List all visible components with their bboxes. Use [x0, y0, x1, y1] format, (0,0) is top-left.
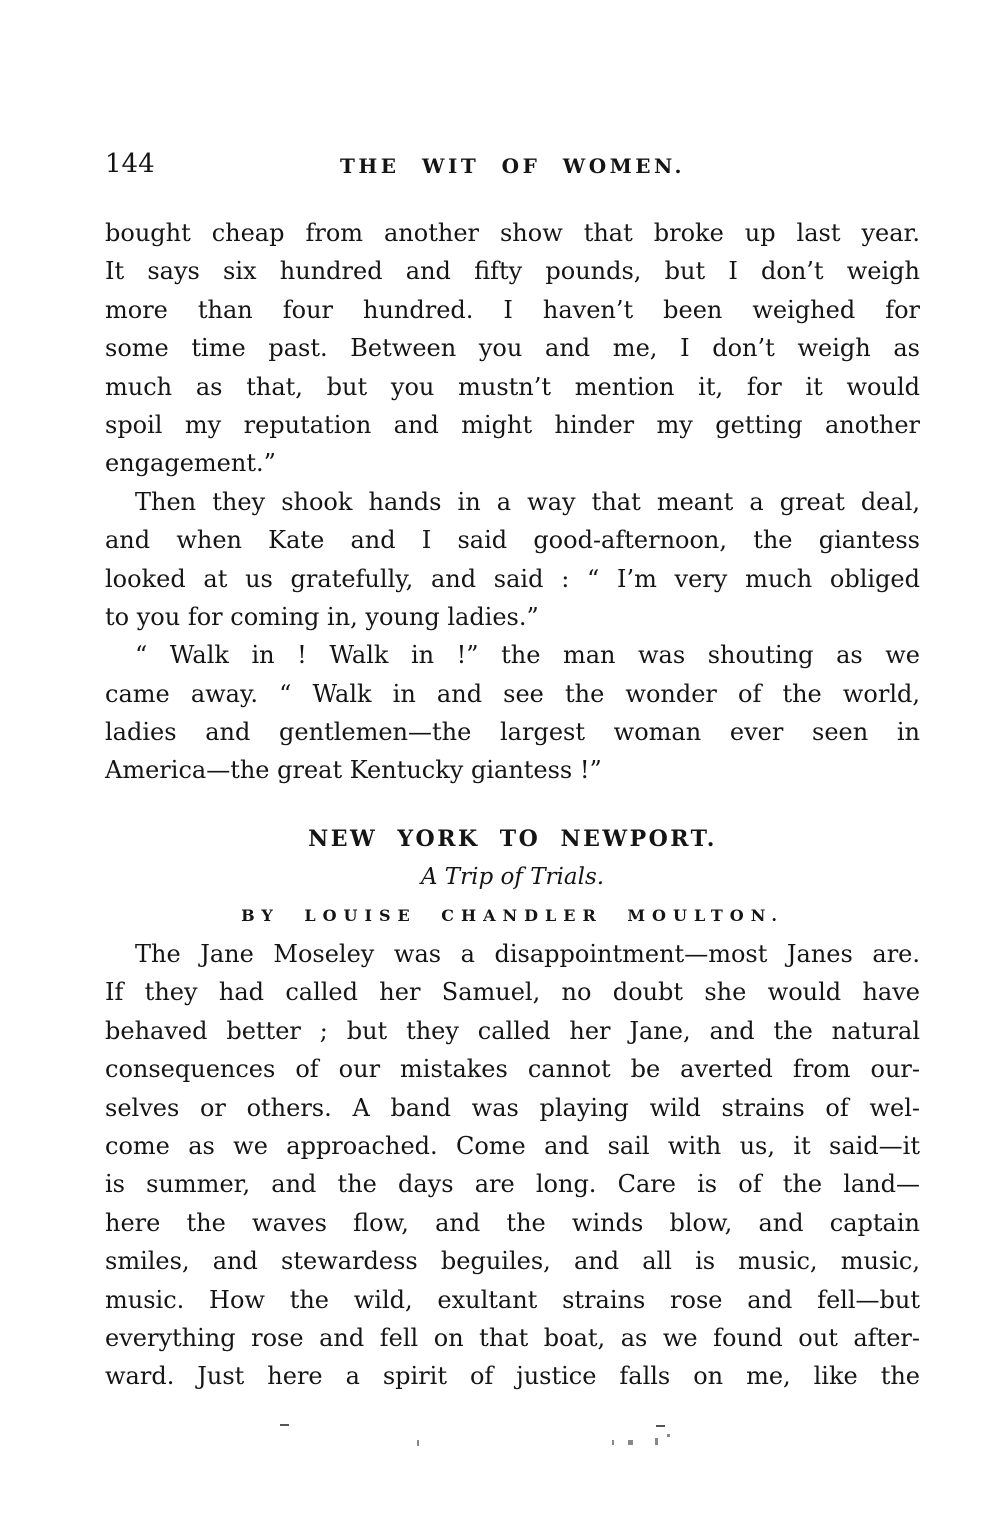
section-subtitle: A Trip of Trials. — [420, 864, 605, 891]
text-line: engagement.” — [105, 449, 276, 478]
text-line: everything rose and fell on that boat, as we found out after- — [105, 1323, 920, 1352]
section-title: NEW YORK TO NEWPORT. — [308, 825, 717, 852]
text-line: It says six hundred and fifty pounds, but I don’t weigh — [105, 257, 920, 286]
text-line: is summer, and the days are long. Care is of the land— — [105, 1170, 920, 1199]
page-number: 144 — [105, 149, 155, 179]
scan-speck — [667, 1434, 670, 1437]
text-line: smiles, and stewardess beguiles, and all is music, music, — [105, 1247, 920, 1276]
text-line: bought cheap from another show that broke up last year. — [105, 219, 920, 247]
text-line: came away. “ Walk in and see the wonder of the world, — [105, 679, 920, 708]
text-line: ward. Just here a spirit of justice falls on me, like the — [105, 1362, 920, 1391]
paragraph-4 — [105, 935, 920, 1396]
text-line: spoil my reputation and might hinder my getting another — [105, 410, 920, 439]
text-line: to you for coming in, young ladies.” — [105, 602, 539, 631]
text-line: here the waves flow, and the winds blow, and captain — [105, 1208, 920, 1237]
text-line: selves or others. A band was playing wild strains of wel- — [105, 1093, 920, 1122]
scan-speck — [655, 1438, 658, 1445]
text-line: If they had called her Samuel, no doubt she would have — [105, 978, 920, 1007]
scan-speck — [628, 1440, 633, 1445]
text-line: come as we approached. Come and sail with us, it said—it — [105, 1131, 920, 1160]
section-heading — [105, 820, 920, 935]
text-line: “ Walk in ! Walk in !” the man was shouting as we — [135, 641, 920, 670]
text-line: The Jane Moseley was a disappointment—most Janes are. — [135, 940, 920, 969]
text-line: behaved better ; but they called her Jane, and the natural — [105, 1016, 920, 1045]
text-line: consequences of our mistakes cannot be averted from our- — [105, 1055, 920, 1084]
scan-speck — [656, 1425, 665, 1427]
text-line: some time past. Between you and me, I don’t weigh as — [105, 334, 920, 363]
text-line: much as that, but you mustn’t mention it, for it would — [105, 372, 920, 401]
text-line: America—the great Kentucky giantess !” — [105, 756, 602, 785]
scan-speck — [612, 1440, 614, 1445]
text-line: music. How the wild, exultant strains rose and fell—but — [105, 1285, 920, 1314]
page-header — [105, 150, 920, 182]
section-byline: BY LOUISE CHANDLER MOULTON. — [241, 905, 784, 925]
paragraph-2 — [105, 483, 920, 637]
paragraph-1 — [105, 214, 920, 483]
text-line: ladies and gentlemen—the largest woman ever seen in — [105, 718, 920, 747]
scan-speck — [280, 1424, 289, 1426]
text-line: more than four hundred. I haven’t been weighed for — [105, 295, 920, 324]
text-line: and when Kate and I said good-afternoon, the giantess — [105, 526, 920, 555]
text-block — [105, 214, 920, 1396]
running-title: THE WIT OF WOMEN. — [340, 154, 685, 178]
text-line: Then they shook hands in a way that meant a great deal, — [135, 487, 920, 516]
text-line: looked at us gratefully, and said : “ I’m very much obliged — [105, 564, 920, 593]
scan-speck — [417, 1440, 419, 1446]
paragraph-3 — [105, 636, 920, 790]
